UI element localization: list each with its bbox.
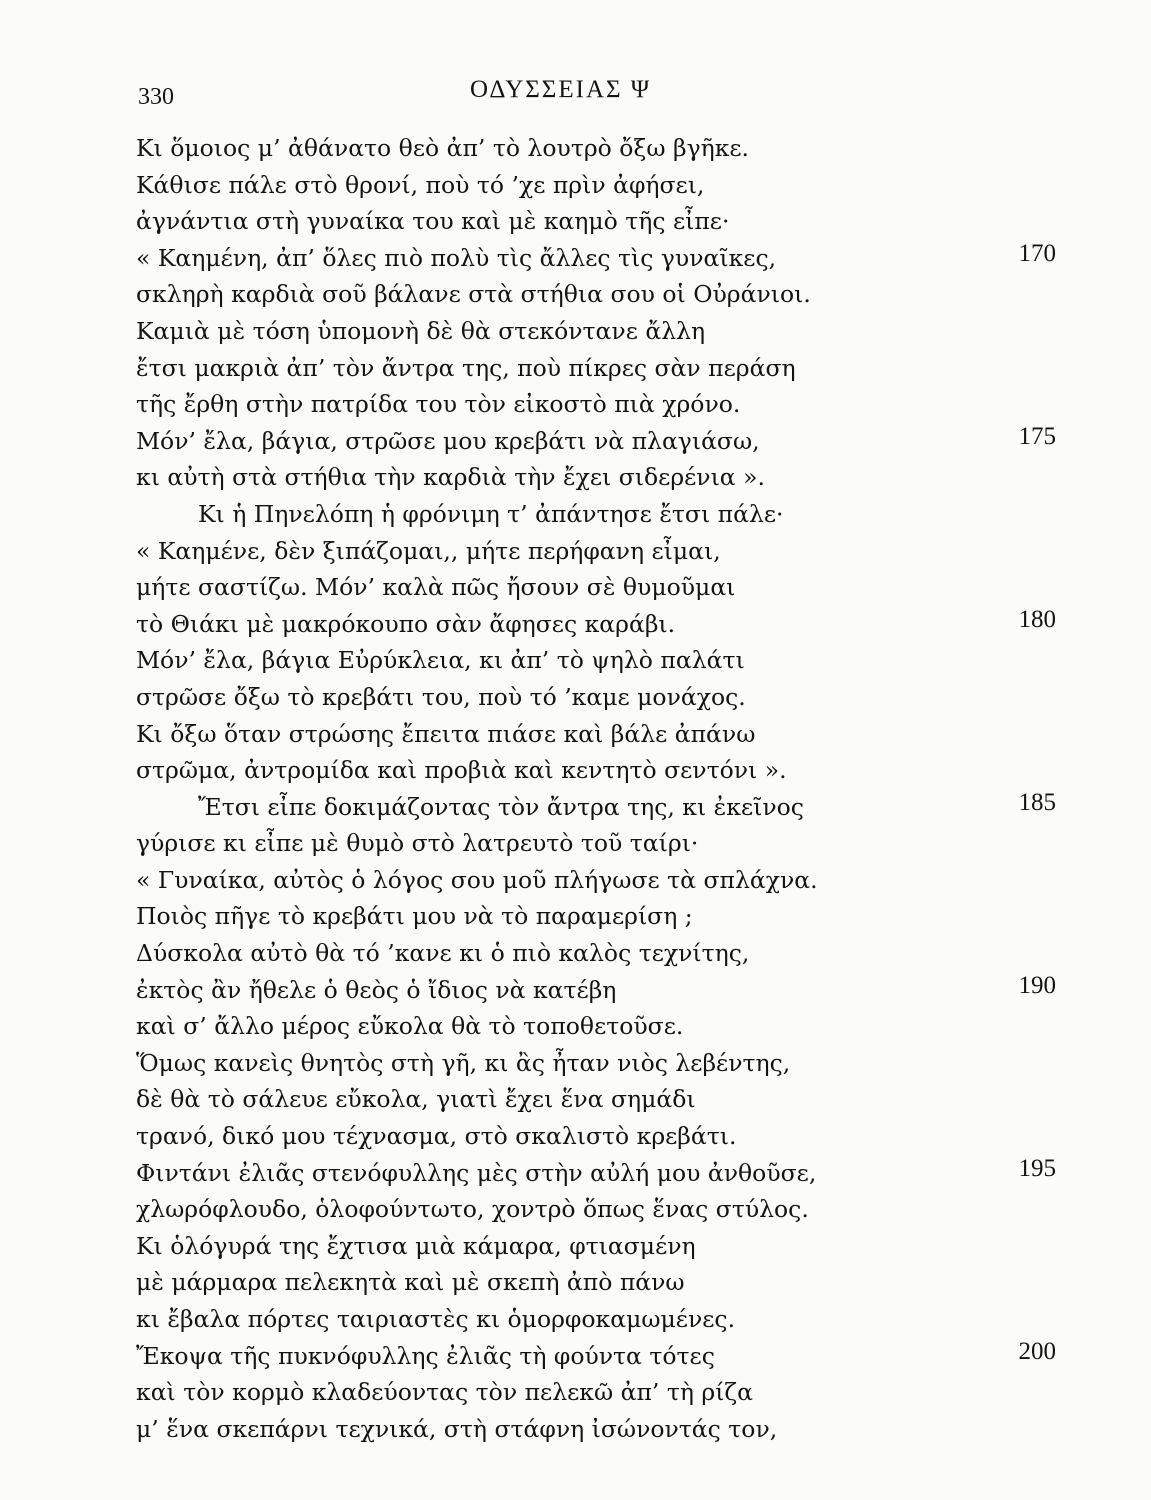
verse-text: « Καημένε, δὲν ξιπάζομαι,, μήτε περήφανη εἶμαι,	[136, 536, 721, 565]
running-head-title: ΟΔΥΣΣΕΙΑΣ Ψ	[470, 76, 652, 103]
verse-text: Κι ὄξω ὅταν στρώσης ἔπειτα πιάσε καὶ βάλε ἀπάνω	[136, 719, 756, 748]
verse-text: μ’ ἕνα σκεπάρνι τεχνικά, στὴ στάφνη ἰσώνοντάς τον,	[136, 1414, 778, 1443]
verse-line	[136, 1374, 1056, 1411]
verse-text: γύρισε κι εἶπε μὲ θυμὸ στὸ λατρευτὸ τοῦ ταίρι·	[136, 829, 699, 858]
verse-line	[136, 386, 1056, 423]
verse-text: Δύσκολα αὐτὸ θὰ τό ’κανε κι ὁ πιὸ καλὸς τεχνίτης,	[136, 939, 750, 968]
verse-text: Κάθισε πάλε στὸ θρονί, ποὺ τό ’χε πρὶν ἀφήσει,	[136, 170, 705, 199]
margin-speck	[1068, 800, 1071, 803]
verse-text: Κι ὁλόγυρά της ἔχτισα μιὰ κάμαρα, φτιασμένη	[136, 1231, 696, 1260]
line-number: 180	[1018, 605, 1056, 633]
verse-text: σκληρὴ καρδιὰ σοῦ βάλανε στὰ στήθια σου οἱ Οὐράνιοι.	[136, 280, 811, 309]
verse-line	[136, 752, 1056, 789]
page-number: 330	[138, 84, 174, 110]
verse-line	[136, 1045, 1056, 1082]
verse-text: « Καημένη, ἀπ’ ὅλες πιὸ πολὺ τὶς ἄλλες τὶς γυναῖκες,	[136, 243, 777, 272]
line-number: 200	[1018, 1337, 1056, 1365]
verse-line	[136, 533, 1056, 570]
verse-text: ἀγνάντια στὴ γυναίκα του καὶ μὲ καημὸ τῆς εἶπε·	[136, 207, 730, 236]
verse-text: τὸ Θιάκι μὲ μακρόκουπο σὰν ἄφησες καράβι.	[136, 609, 676, 638]
verse-line	[136, 825, 1056, 862]
verse-line	[136, 679, 1056, 716]
verse-line	[136, 1155, 1056, 1192]
verse-line	[136, 496, 1056, 533]
verse-text: χλωρόφλουδο, ὁλοφούντωτο, χοντρὸ ὅπως ἕνας στύλος.	[136, 1195, 809, 1224]
verse-line	[136, 898, 1056, 935]
line-number: 185	[1018, 788, 1056, 816]
line-number: 195	[1018, 1154, 1056, 1182]
verse-text: ἔτσι μακριὰ ἀπ’ τὸν ἄντρα της, ποὺ πίκρες σὰν περάση	[136, 353, 796, 382]
line-number: 175	[1018, 422, 1056, 450]
verse-line	[136, 459, 1056, 496]
verse-text: στρῶμα, ἀντρομίδα καὶ προβιὰ καὶ κεντητὸ σεντόνι ».	[136, 756, 787, 785]
verse-text: Ποιὸς πῆγε τὸ κρεβάτι μου νὰ τὸ παραμερίση ;	[136, 902, 693, 931]
verse-line	[136, 1081, 1056, 1118]
verse-text: Φιντάνι ἐλιᾶς στενόφυλλης μὲς στὴν αὐλή μου ἀνθοῦσε,	[136, 1158, 817, 1187]
verse-text: Ἔτσι εἶπε δοκιμάζοντας τὸν ἄντρα της, κι ἐκεῖνος	[198, 792, 804, 821]
verse-text: Μόν’ ἔλα, βάγια Εὐρύκλεια, κι ἀπ’ τὸ ψηλὸ παλάτι	[136, 646, 745, 675]
verse-line	[136, 423, 1056, 460]
verse-block	[136, 130, 1056, 1447]
line-number: 190	[1018, 971, 1056, 999]
verse-line	[136, 240, 1056, 277]
verse-text: « Γυναίκα, αὐτὸς ὁ λόγος σου μοῦ πλήγωσε τὰ σπλάχνα.	[136, 865, 818, 894]
verse-line	[136, 350, 1056, 387]
verse-line	[136, 789, 1056, 826]
verse-text: ἐκτὸς ἂν ἤθελε ὁ θεὸς ὁ ἴδιος νὰ κατέβη	[136, 975, 617, 1004]
verse-line	[136, 862, 1056, 899]
verse-line	[136, 1338, 1056, 1375]
verse-text: τρανό, δικό μου τέχνασμα, στὸ σκαλιστὸ κρεβάτι.	[136, 1122, 737, 1151]
verse-text: καὶ τὸν κορμὸ κλαδεύοντας τὸν πελεκῶ ἀπ’ τὴ ρίζα	[136, 1378, 754, 1407]
verse-line	[136, 1008, 1056, 1045]
verse-line	[136, 313, 1056, 350]
verse-line	[136, 972, 1056, 1009]
verse-text: μήτε σαστίζω. Μόν’ καλὰ πῶς ἤσουν σὲ θυμοῦμαι	[136, 573, 736, 602]
verse-text: Κι ὅμοιος μ’ ἀθάνατο θεὸ ἀπ’ τὸ λουτρὸ ὄξω βγῆκε.	[136, 134, 750, 162]
verse-text: Μόν’ ἔλα, βάγια, στρῶσε μου κρεβάτι νὰ πλαγιάσω,	[136, 426, 760, 455]
verse-line	[136, 1411, 1056, 1448]
verse-line	[136, 642, 1056, 679]
verse-line	[136, 1264, 1056, 1301]
line-number: 170	[1018, 239, 1056, 267]
verse-text: Ἔκοψα τῆς πυκνόφυλλης ἐλιᾶς τὴ φούντα τότες	[136, 1341, 715, 1370]
verse-text: στρῶσε ὄξω τὸ κρεβάτι του, ποὺ τό ’καμε μονάχος.	[136, 682, 746, 711]
verse-line	[136, 569, 1056, 606]
verse-line	[136, 935, 1056, 972]
verse-line	[136, 1118, 1056, 1155]
verse-text: κι αὐτὴ στὰ στήθια τὴν καρδιὰ τὴν ἔχει σιδερένια ».	[136, 463, 765, 492]
verse-text: Ὅμως κανεὶς θνητὸς στὴ γῆ, κι ἂς ἦταν νιὸς λεβέντης,	[136, 1048, 791, 1077]
verse-text: Καμιὰ μὲ τόση ὑπομονὴ δὲ θὰ στεκόντανε ἄλλη	[136, 316, 706, 345]
verse-text: μὲ μάρμαρα πελεκητὰ καὶ μὲ σκεπὴ ἀπὸ πάνω	[136, 1268, 685, 1297]
verse-text: κι ἔβαλα πόρτες ταιριαστὲς κι ὁμορφοκαμωμένες.	[136, 1305, 736, 1333]
verse-line	[136, 167, 1056, 204]
verse-line	[136, 716, 1056, 753]
verse-text: καὶ σ’ ἄλλο μέρος εὔκολα θὰ τὸ τοποθετοῦσε.	[136, 1012, 684, 1041]
verse-line	[136, 606, 1056, 643]
verse-line	[136, 130, 1056, 167]
verse-text: τῆς ἔρθη στὴν πατρίδα του τὸν εἰκοστὸ πιὰ χρόνο.	[136, 390, 741, 419]
verse-text: Κι ἡ Πηνελόπη ἡ φρόνιμη τ’ ἀπάντησε ἔτσι πάλε·	[198, 499, 784, 528]
verse-text: δὲ θὰ τὸ σάλευε εὔκολα, γιατὶ ἔχει ἕνα σημάδι	[136, 1085, 696, 1114]
verse-line	[136, 203, 1056, 240]
verse-line	[136, 1191, 1056, 1228]
verse-line	[136, 276, 1056, 313]
verse-line	[136, 1228, 1056, 1265]
verse-line	[136, 1301, 1056, 1338]
